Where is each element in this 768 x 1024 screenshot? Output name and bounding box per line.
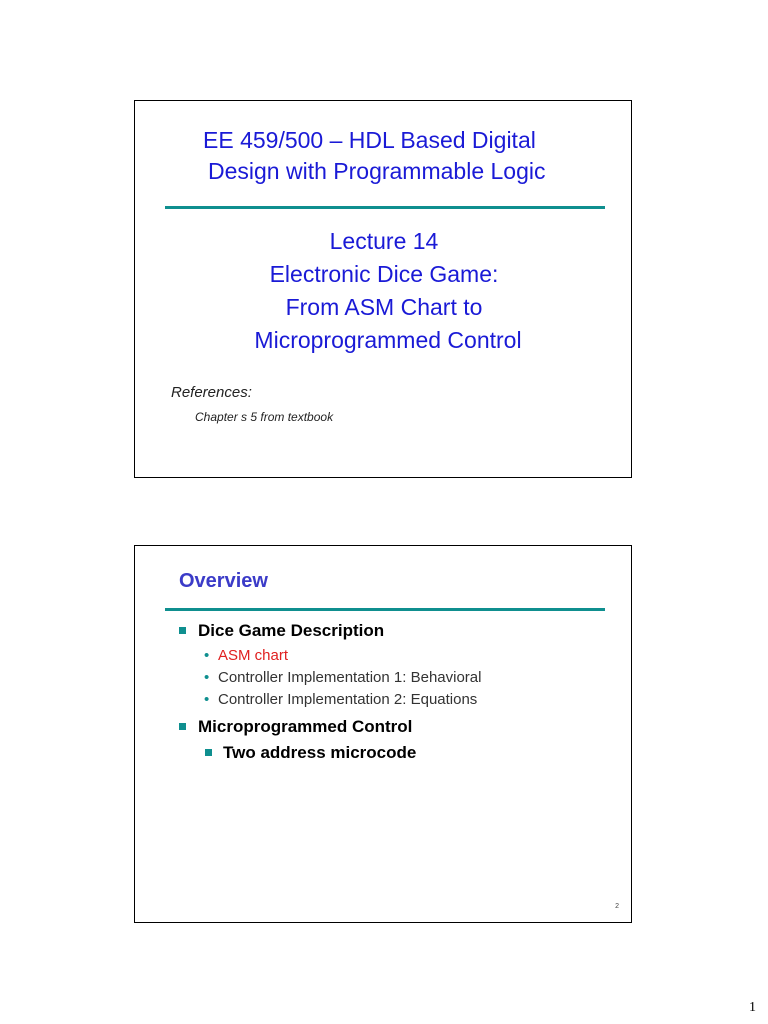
slide-number: 2 xyxy=(615,903,619,910)
list-item xyxy=(177,619,617,642)
list-item xyxy=(177,667,617,689)
slide-1 xyxy=(134,100,632,478)
list-item xyxy=(177,689,617,711)
list-item xyxy=(177,715,617,738)
round-bullet-icon: • xyxy=(204,691,210,708)
slide-2 xyxy=(134,545,632,923)
round-bullet-icon: • xyxy=(204,669,210,686)
list-item xyxy=(177,645,617,667)
list-item-label: Controller Implementation 2: Equations xyxy=(218,691,478,708)
page-number: 1 xyxy=(749,1000,756,1015)
outline-list xyxy=(177,619,617,764)
list-item-label: Controller Implementation 1: Behavioral xyxy=(218,669,482,686)
title-divider xyxy=(165,608,605,611)
square-bullet-icon xyxy=(205,749,212,756)
title-line-2: Design with Programmable Logic xyxy=(208,158,546,184)
subtitle-line-1: Electronic Dice Game: xyxy=(269,261,499,287)
list-item-label: ASM chart xyxy=(218,647,289,664)
subtitle-line-3: Microprogrammed Control xyxy=(254,327,522,353)
round-bullet-icon: • xyxy=(204,647,210,664)
lecture-number: Lecture 14 xyxy=(329,228,439,254)
slide-1-subtitle xyxy=(135,225,633,357)
square-bullet-icon xyxy=(179,627,186,634)
references-label: References: xyxy=(171,384,252,401)
title-divider xyxy=(165,206,605,209)
square-bullet-icon xyxy=(179,723,186,730)
subtitle-line-2: From ASM Chart to xyxy=(285,294,483,320)
list-item-label: Microprogrammed Control xyxy=(198,717,413,736)
list-item xyxy=(177,741,617,764)
list-item-label: Two address microcode xyxy=(223,743,417,762)
slide-2-title: Overview xyxy=(179,570,268,592)
slide-1-title xyxy=(203,125,623,187)
title-line-1: EE 459/500 – HDL Based Digital xyxy=(203,127,536,153)
list-item-label: Dice Game Description xyxy=(198,621,385,640)
references-item: Chapter s 5 from textbook xyxy=(195,410,334,424)
